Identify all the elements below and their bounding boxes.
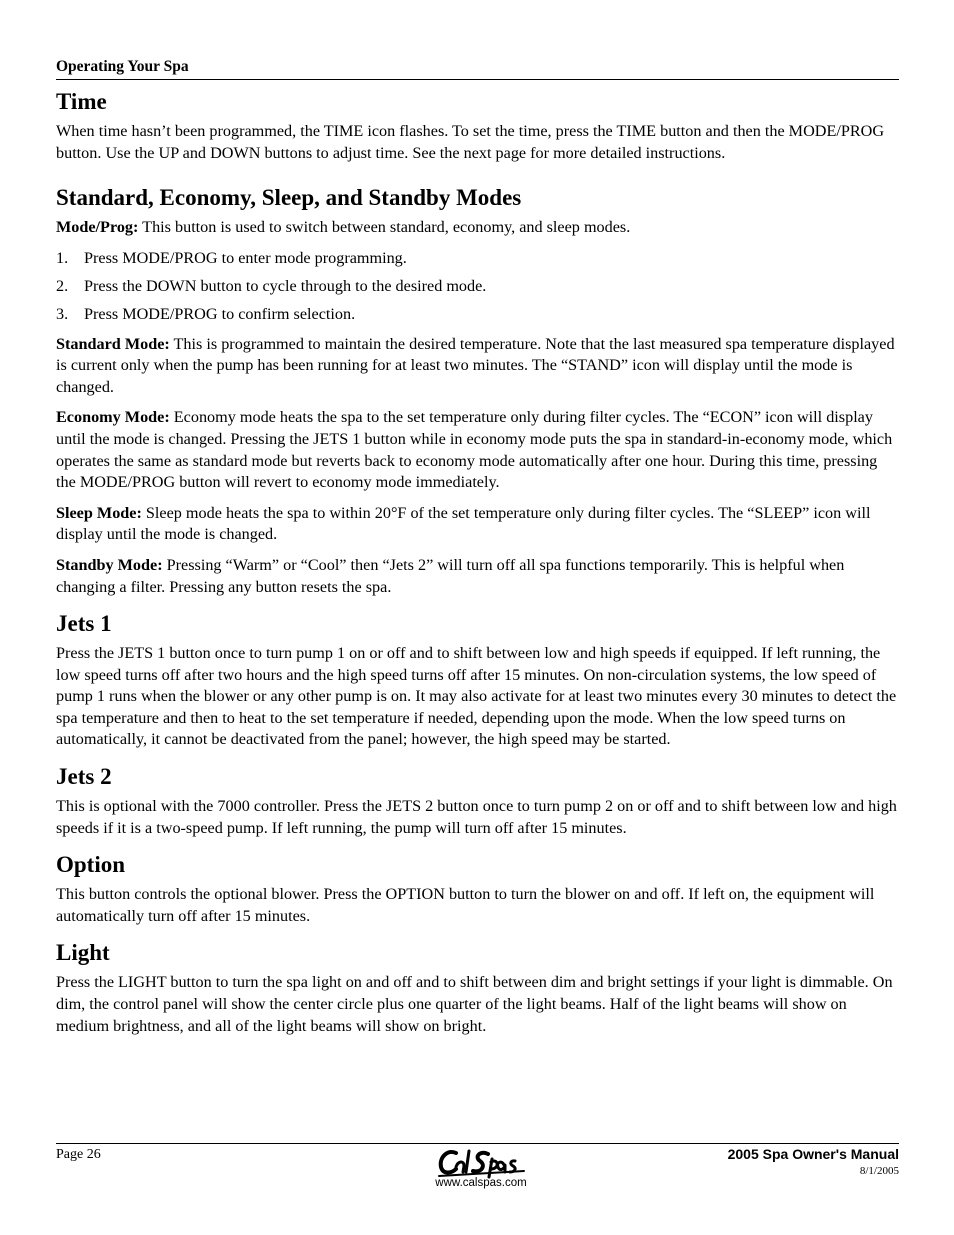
mode-prog-text: This button is used to switch between standard, economy, and sleep modes. [138,218,631,237]
footer-rule [56,1143,899,1144]
manual-date: 8/1/2005 [859,1165,899,1177]
economy-mode-paragraph [56,407,899,493]
section-jets2 [56,763,899,839]
light-paragraph: Press the LIGHT button to turn the spa light on and off and to shift between dim and bright settings if your light is dimmable. On dim, the control panel will show the center circle plus one quarter of the light beams. Half of the light beams will show on medium brightness, and all of the light beams will show on bright. [56,973,893,1035]
section-option [56,851,899,927]
manual-title: 2005 Spa Owner's Manual [727,1146,899,1162]
standby-mode-paragraph [56,555,899,598]
mode-prog-paragraph [56,217,899,239]
mode-steps-list [56,248,899,326]
economy-mode-label: Economy Mode: [56,408,170,427]
jets2-paragraph: This is optional with the 7000 controller. Press the JETS 2 button once to turn pump 2 on or off and to shift between low and high speeds if it is a two-speed pump. If left running, the pump will turn off after 15 minutes. [56,797,897,837]
step-text: Press MODE/PROG to confirm selection. [84,304,356,323]
economy-mode-text: Economy mode heats the spa to the set temperature only during filter cycles. The “ECON” icon will display until the mode is changed. Pressing the JETS 1 button while in economy mode puts the spa in standard-in-economy mode, which operates the same as standard mode but reverts back to economy mode automatically after one hour. During this time, pressing the MODE/PROG button will revert to economy mode immediately. [56,408,893,492]
calspas-logo [426,1147,536,1191]
page-number: Page 26 [56,1147,101,1162]
list-item [56,248,899,270]
list-item [56,276,899,298]
sleep-mode-paragraph [56,503,899,546]
step-text: Press the DOWN button to cycle through to the desired mode. [84,276,487,295]
section-title-jets1: Jets 1 [56,611,112,637]
standby-mode-label: Standby Mode: [56,555,163,574]
standard-mode-text: This is programmed to maintain the desired temperature. Note that the last measured spa temperature displayed is current only when the pump has been running for at least two minutes. The “STAND” icon will display until the mode is changed. [56,334,895,396]
list-item [56,304,899,326]
page-content [56,88,899,1049]
logo-url: www.calspas.com [435,1177,527,1189]
step-number: 3. [56,304,69,323]
standby-mode-text: Pressing “Warm” or “Cool” then “Jets 2” will turn off all spa functions temporarily. This is helpful when changing a filter. Pressing any button resets the spa. [56,555,845,596]
step-number: 2. [56,276,69,295]
section-title-modes: Standard, Economy, Sleep, and Standby Modes [56,185,522,211]
header-rule [56,79,899,80]
jets1-paragraph: Press the JETS 1 button once to turn pump 1 on or off and to shift between low and high speeds if equipped. If left running, the low speed turns off after two hours and the high speed turns off after 15 minutes. On non-circulation systems, the low speed of pump 1 runs when the blower or any other pump is on. It may also activate for at least two minutes every 30 minutes to detect the spa temperature and then to heat to the set temperature if needed, depending upon the mode. When the low speed turns on automatically, it cannot be deactivated from the panel; however, the high speed may be started. [56,644,897,749]
option-paragraph: This button controls the optional blower. Press the OPTION button to turn the blower on and off. If left on, the equipment will automatically turn off after 15 minutes. [56,885,875,925]
section-title-light: Light [56,940,110,966]
section-title-jets2: Jets 2 [56,764,112,790]
step-number: 1. [56,248,69,267]
sleep-mode-text: Sleep mode heats the spa to within 20°F of the set temperature only during filter cycles. The “SLEEP” icon will display until the mode is changed. [56,503,871,544]
mode-prog-label: Mode/Prog: [56,218,139,237]
section-time [56,88,899,164]
section-title-time: Time [56,89,107,114]
step-text: Press MODE/PROG to enter mode programming. [84,248,407,267]
calspas-logo-icon [436,1147,526,1179]
section-modes [56,184,899,598]
sleep-mode-label: Sleep Mode: [56,503,142,522]
section-title-option: Option [56,852,126,878]
standard-mode-label: Standard Mode: [56,334,170,353]
standard-mode-paragraph [56,334,899,399]
section-light [56,939,899,1037]
time-paragraph: When time hasn’t been programmed, the TIME icon flashes. To set the time, press the TIME button and then the MODE/PROG button. Use the UP and DOWN buttons to adjust time. See the next page for more detailed instructions. [56,122,885,162]
running-header: Operating Your Spa [56,58,189,75]
section-jets1 [56,610,899,751]
